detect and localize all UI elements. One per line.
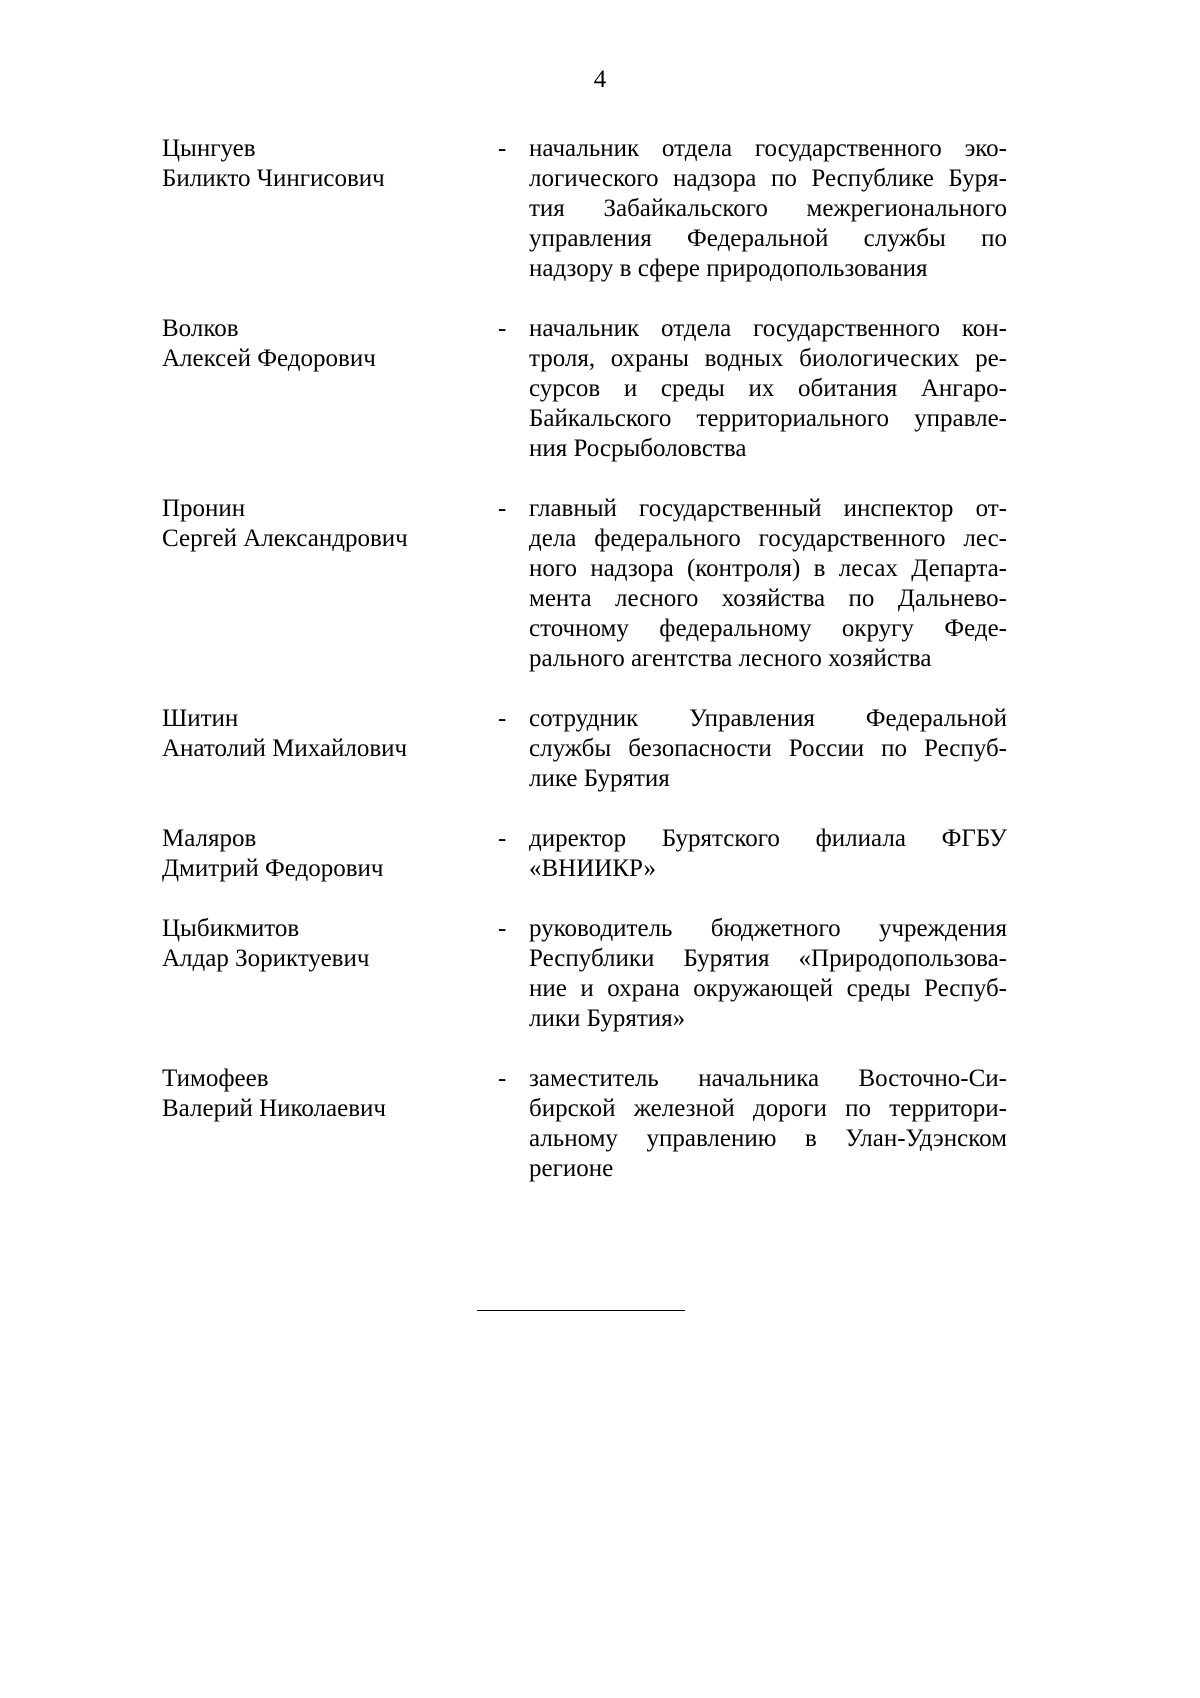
position-line: ного надзора (контроля) в лесах Департа- (529, 555, 1007, 582)
member-dash: - (498, 705, 507, 732)
page-number: 4 (593, 66, 607, 93)
position-line: регионе (529, 1155, 614, 1182)
position-line: надзору в сфере природопользования (529, 255, 928, 282)
member-name (162, 824, 482, 884)
position-line: лике Бурятия (529, 765, 670, 792)
member-surname: Тимофеев (162, 1065, 269, 1092)
position-line: начальник отдела государственного кон- (529, 315, 1007, 342)
member-name (162, 134, 482, 194)
position-line: мента лесного хозяйства по Дальнево- (529, 585, 1007, 612)
position-line: главный государственный инспектор от- (529, 495, 1007, 522)
member-name (162, 914, 482, 974)
member-given-names: Алдар Зориктуевич (162, 945, 370, 972)
member-given-names: Анатолий Михайлович (162, 735, 408, 762)
member-surname: Цынгуев (162, 135, 256, 162)
member-surname: Цыбикмитов (162, 915, 300, 942)
position-line: логического надзора по Республике Буря- (529, 165, 1007, 192)
position-line: лики Бурятия» (529, 1005, 686, 1032)
member-surname: Маляров (162, 825, 257, 852)
position-line: начальник отдела государственного эко- (529, 135, 1007, 162)
position-line: Республики Бурятия «Природопользова- (529, 945, 1007, 972)
position-line: альному управлению в Улан-Удэнском (529, 1125, 1007, 1152)
position-line: ние и охрана окружающей среды Респуб- (529, 975, 1007, 1002)
member-position (529, 914, 1007, 1034)
member-surname: Пронин (162, 495, 246, 522)
position-line: руководитель бюджетного учреждения (529, 915, 1007, 942)
position-line: сурсов и среды их обитания Ангаро- (529, 375, 1007, 402)
member-dash: - (498, 915, 507, 942)
member-surname: Шитин (162, 705, 239, 732)
member-dash: - (498, 825, 507, 852)
member-name (162, 704, 482, 764)
member-position (529, 314, 1007, 464)
member-dash: - (498, 315, 507, 342)
member-given-names: Сергей Александрович (162, 525, 408, 552)
position-line: сточному федеральному округу Феде- (529, 615, 1007, 642)
position-line: управления Федеральной службы по (529, 225, 1007, 252)
position-line: директор Бурятского филиала ФГБУ (529, 825, 1007, 852)
member-dash: - (498, 135, 507, 162)
position-line: ния Росрыболовства (529, 435, 747, 462)
member-given-names: Алексей Федорович (162, 345, 376, 372)
end-separator-line (477, 1310, 685, 1311)
member-position (529, 494, 1007, 674)
member-position (529, 134, 1007, 284)
member-name (162, 314, 482, 374)
position-line: службы безопасности России по Респуб- (529, 735, 1007, 762)
position-line: троля, охраны водных биологических ре- (529, 345, 1007, 372)
member-surname: Волков (162, 315, 239, 342)
position-line: рального агентства лесного хозяйства (529, 645, 932, 672)
position-line: заместитель начальника Восточно-Си- (529, 1065, 1007, 1092)
member-given-names: Валерий Николаевич (162, 1095, 386, 1122)
position-line: сотрудник Управления Федеральной (529, 705, 1007, 732)
position-line: Байкальского территориального управле- (529, 405, 1007, 432)
position-line: бирской железной дороги по территори- (529, 1095, 1007, 1122)
member-given-names: Дмитрий Федорович (162, 855, 384, 882)
member-position (529, 704, 1007, 794)
position-line: дела федерального государственного лес- (529, 525, 1007, 552)
member-dash: - (498, 1065, 507, 1092)
position-line: тия Забайкальского межрегионального (529, 195, 1007, 222)
position-line: «ВНИИКР» (529, 855, 657, 882)
member-given-names: Биликто Чингисович (162, 165, 385, 192)
member-dash: - (498, 495, 507, 522)
member-position (529, 1064, 1007, 1184)
member-position (529, 824, 1007, 884)
member-name (162, 1064, 482, 1124)
member-name (162, 494, 482, 554)
